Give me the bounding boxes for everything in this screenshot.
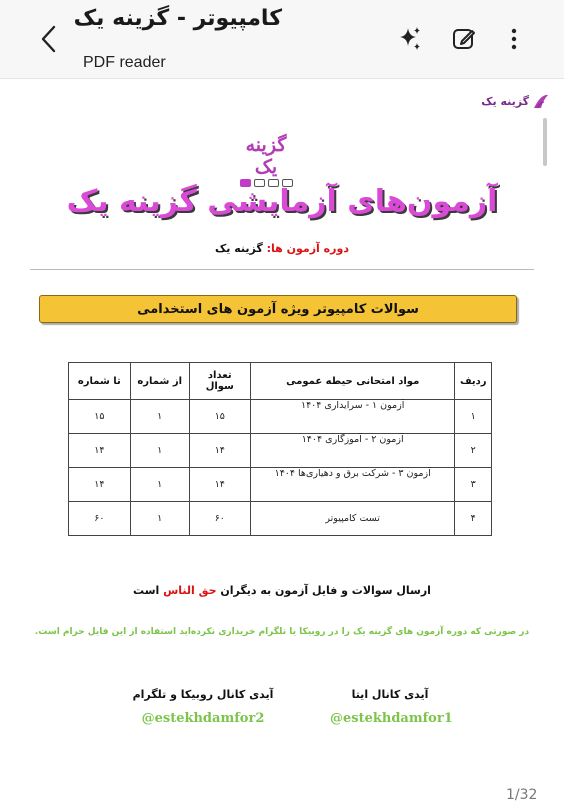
butterfly-logo-icon: [532, 92, 550, 110]
page-indicator: 1/32: [506, 787, 538, 803]
more-vertical-icon: [509, 26, 519, 52]
corner-brand: [481, 92, 550, 110]
period-label: دوره آزمون ها:: [266, 242, 349, 255]
back-button[interactable]: [30, 20, 68, 58]
warning-prefix: ارسال سوالات و فایل آزمون به دیگران: [220, 584, 431, 597]
eitaa-channel-id[interactable]: @estekhdamfor1: [330, 711, 453, 726]
cell-from-number: ۱: [130, 400, 189, 434]
cell-from-number: ۱: [130, 502, 189, 536]
cell-from-number: ۱: [130, 434, 189, 468]
edit-pen-icon: [451, 26, 477, 52]
chevron-left-icon: [38, 24, 60, 54]
corner-brand-text: گزینه یک: [481, 94, 529, 108]
cell-to-number: ۱۵: [69, 400, 131, 434]
document-title: کامپیوتر - گزینه یک: [73, 6, 282, 31]
divider: [30, 269, 534, 270]
rights-warning: [0, 584, 564, 597]
brand-logo: [236, 134, 296, 187]
cell-to-number: ۶۰: [69, 502, 131, 536]
ai-button[interactable]: [395, 24, 425, 54]
header-row-number: ردیف: [455, 363, 492, 400]
header-from-number: از شماره: [130, 363, 189, 400]
table-row: [69, 502, 492, 536]
exam-period: [0, 242, 564, 255]
header-subject: مواد امتحانی حیطه عمومی: [250, 363, 455, 400]
edit-button[interactable]: [449, 24, 479, 54]
usage-notice: در صورتی که دوره آزمون های گزینه یک را در روبیکا یا تلگرام خریداری نکرده‌اید استفاده از این فایل حرام است.: [34, 627, 530, 637]
exam-table: [68, 362, 492, 536]
period-value: گزینه یک: [215, 242, 263, 255]
cell-subject: تست کامپیوتر: [250, 502, 455, 536]
eitaa-channel-label: آیدی کانال ایتا: [351, 688, 429, 701]
cell-question-count: ۶۰: [189, 502, 250, 536]
document-headline: آزمون‌های آزمایشی گزینه یک: [66, 184, 498, 219]
table-row: [69, 434, 492, 468]
warning-highlight: حق الناس: [163, 584, 217, 597]
cell-row-number: ۱: [455, 400, 492, 434]
table-row: [69, 468, 492, 502]
cell-row-number: ۴: [455, 502, 492, 536]
rubika-channel-label: آیدی کانال روبیکا و تلگرام: [132, 688, 274, 701]
sparkle-icon: [396, 25, 424, 53]
section-banner: سوالات کامپیوتر ویژه آزمون های استخدامی: [39, 295, 517, 323]
more-menu-button[interactable]: [499, 24, 529, 54]
rubika-channel-id[interactable]: @estekhdamfor2: [141, 711, 265, 726]
warning-suffix: است: [133, 584, 160, 597]
cell-question-count: ۱۴: [189, 468, 250, 502]
table-header-row: [69, 363, 492, 400]
cell-row-number: ۲: [455, 434, 492, 468]
cell-to-number: ۱۴: [69, 434, 131, 468]
cell-from-number: ۱: [130, 468, 189, 502]
header-to-number: تا شماره: [69, 363, 131, 400]
scrollbar-thumb[interactable]: [543, 118, 547, 166]
cell-row-number: ۳: [455, 468, 492, 502]
cell-question-count: ۱۵: [189, 400, 250, 434]
logo-text: گزینه یک: [245, 134, 287, 178]
table-row: [69, 400, 492, 434]
app-bar: [0, 0, 564, 79]
cell-subject: آزمون ۳ - شرکت برق و دهیاری‌ها ۱۴۰۴: [250, 468, 455, 502]
cell-to-number: ۱۴: [69, 468, 131, 502]
header-question-count: تعداد سوال: [189, 363, 250, 400]
app-subtitle: PDF reader: [83, 54, 166, 71]
cell-question-count: ۱۴: [189, 434, 250, 468]
cell-subject: آزمون ۲ - آموزگاری ۱۴۰۴: [250, 434, 455, 468]
cell-subject: آزمون ۱ - سرایداری ۱۴۰۴: [250, 400, 455, 434]
